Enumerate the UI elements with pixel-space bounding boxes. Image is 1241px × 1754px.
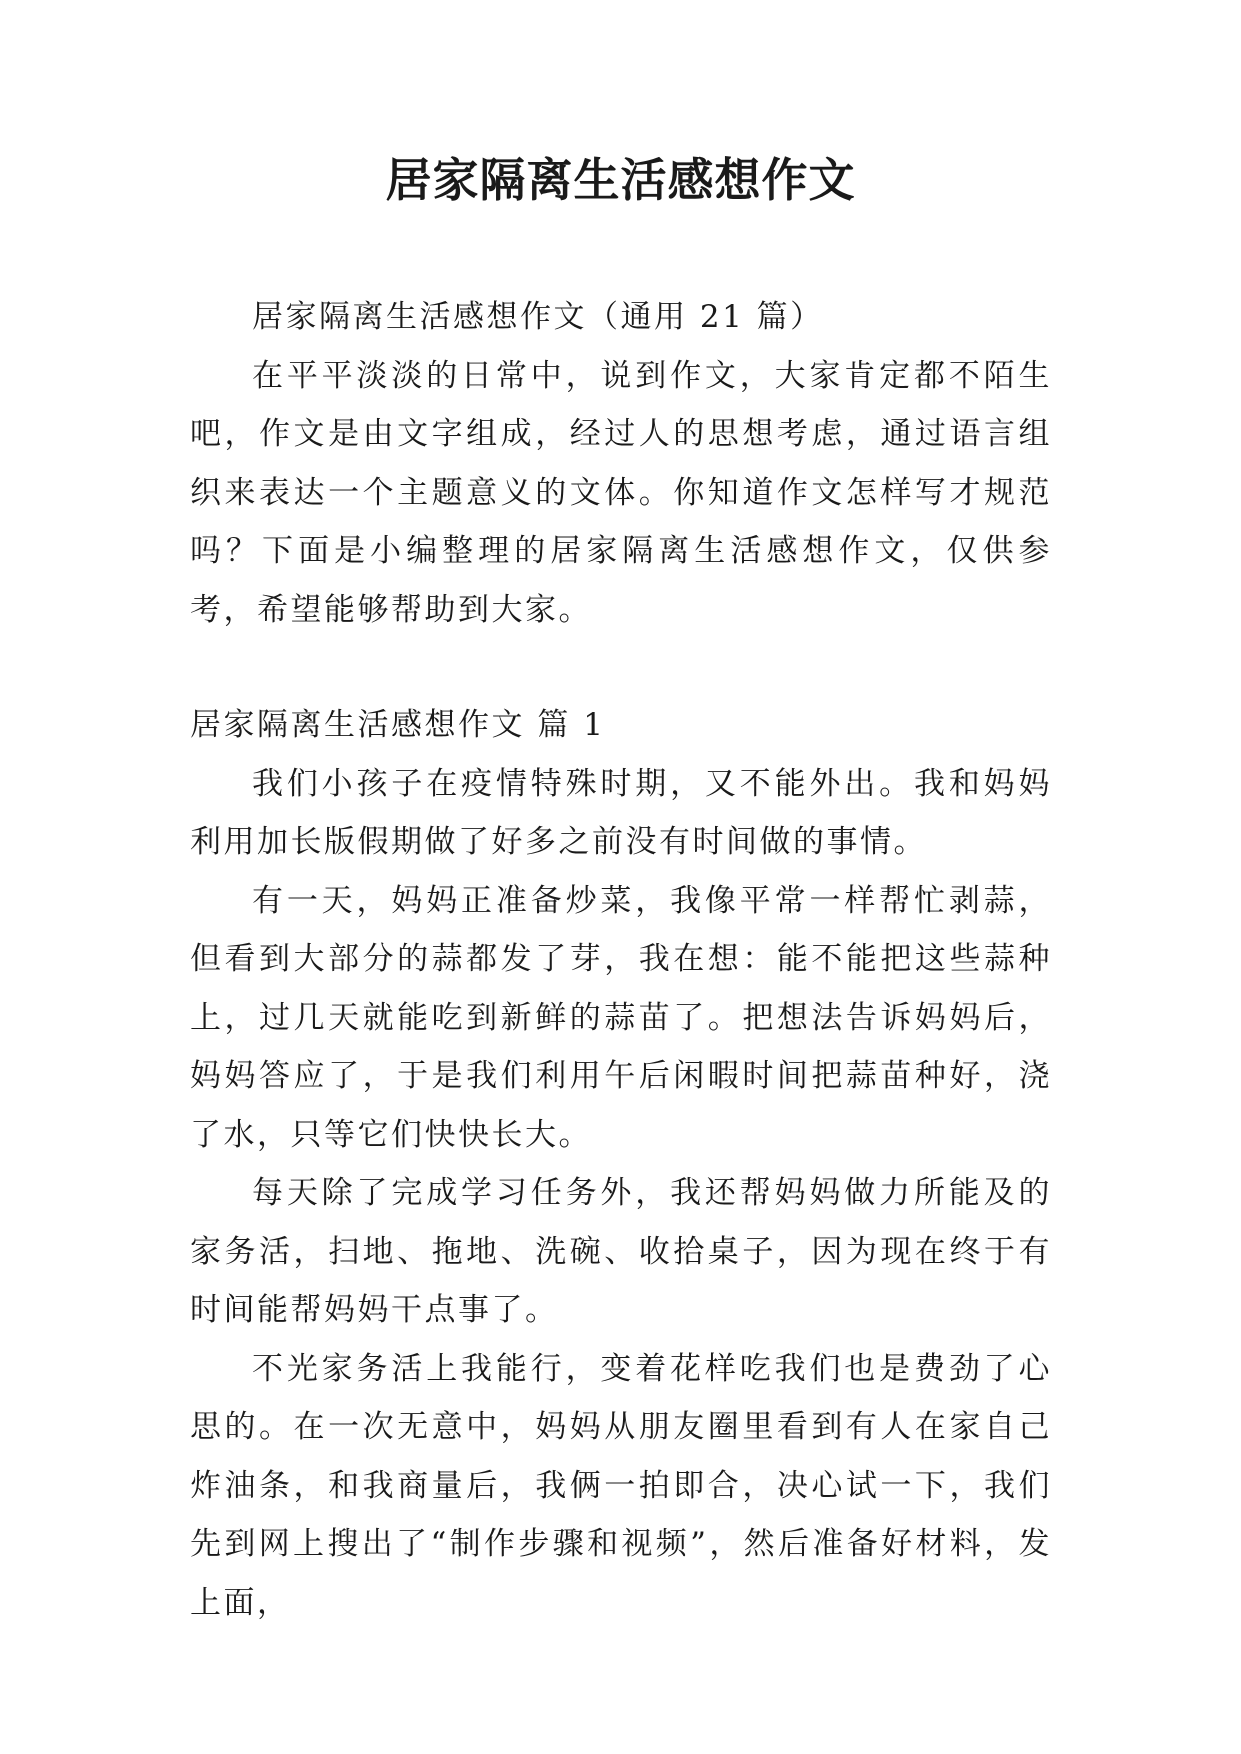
section-1 — [190, 696, 1052, 1632]
intro-paragraph: 在平平淡淡的日常中，说到作文，大家肯定都不陌生吧，作文是由文字组成，经过人的思想考虑，通过语言组织来表达一个主题意义的文体。你知道作文怎样写才规范吗？下面是小编整理的居家隔离生活感想作文，仅供参考，希望能够帮助到大家。 — [190, 357, 1052, 628]
section-paragraph-3: 每天除了完成学习任务外，我还帮妈妈做力所能及的家务活，扫地、拖地、洗碗、收拾桌子，因为现在终于有时间能帮妈妈干点事了。 — [190, 1175, 1052, 1328]
section-heading: 居家隔离生活感想作文 篇 1 — [190, 707, 606, 743]
section-paragraph-1: 我们小孩子在疫情特殊时期，又不能外出。我和妈妈利用加长版假期做了好多之前没有时间做的事情。 — [190, 765, 1052, 860]
intro-block — [190, 288, 1052, 639]
document-title: 居家隔离生活感想作文 — [385, 153, 856, 207]
section-paragraph-2: 有一天，妈妈正准备炒菜，我像平常一样帮忙剥蒜，但看到大部分的蒜都发了芽，我在想：能不能把这些蒜种上，过几天就能吃到新鲜的蒜苗了。把想法告诉妈妈后，妈妈答应了，于是我们利用午后闲暇时间把蒜苗种好，浇了水，只等它们快快长大。 — [190, 882, 1052, 1153]
intro-subtitle: 居家隔离生活感想作文（通用 21 篇） — [252, 299, 824, 335]
section-paragraph-4: 不光家务活上我能行，变着花样吃我们也是费劲了心思的。在一次无意中，妈妈从朋友圈里看到有人在家自己炸油条，和我商量后，我俩一拍即合，决心试一下，我们先到网上搜出了“制作步骤和视频”，然后准备好材料，发上面， — [190, 1350, 1052, 1621]
